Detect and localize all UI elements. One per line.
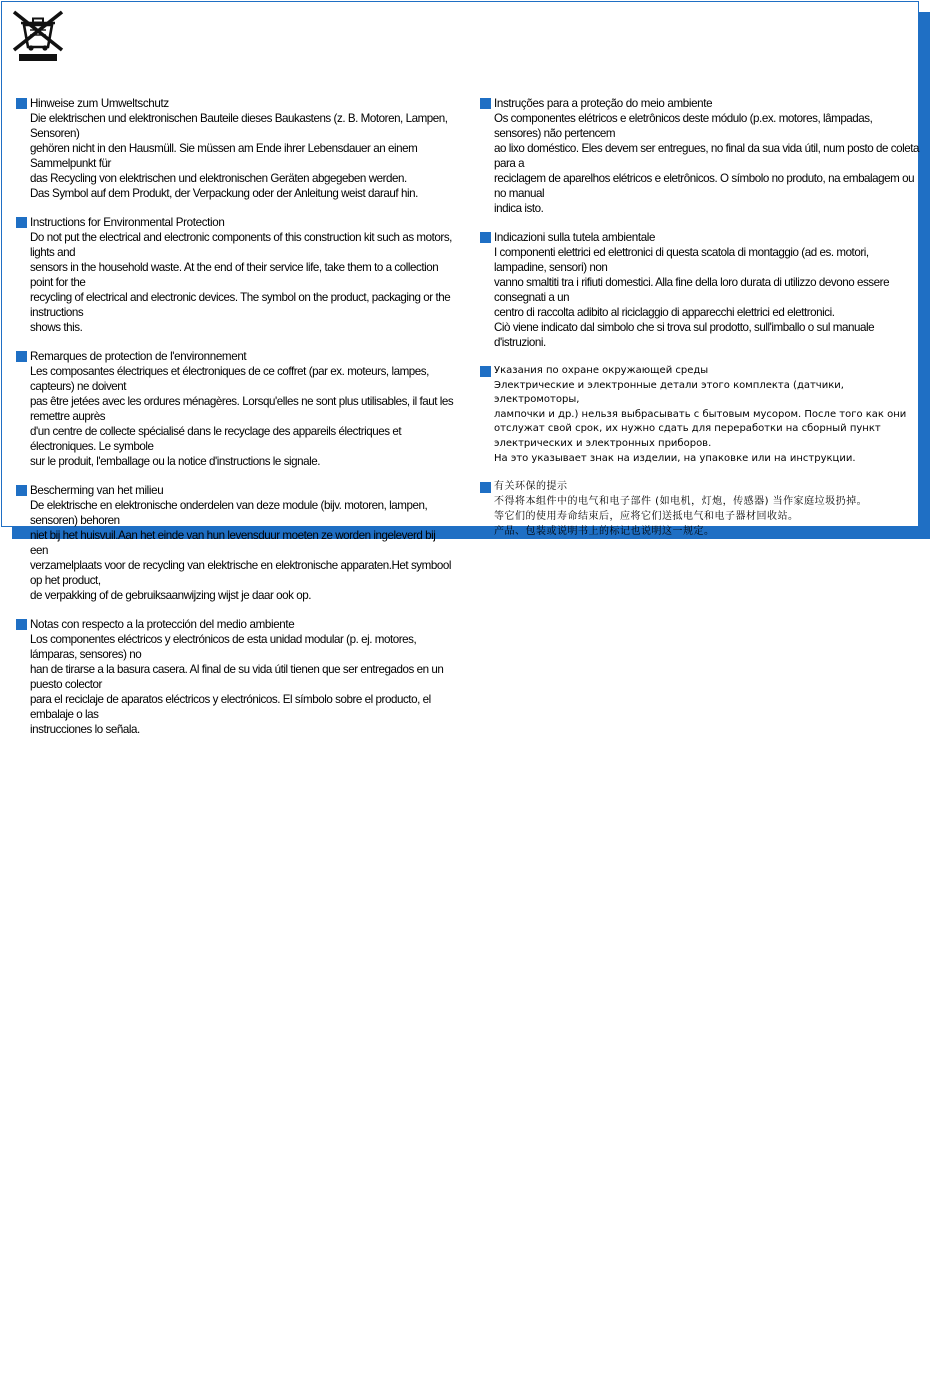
bullet-square xyxy=(16,98,27,109)
notice-chinese xyxy=(480,480,920,539)
section-title: Указания по охране окружающей среды xyxy=(494,365,709,376)
bullet-square xyxy=(480,366,491,377)
notice-english xyxy=(16,215,456,335)
notice-russian xyxy=(480,364,920,466)
section-title: Indicazioni sulla tutela ambientale xyxy=(494,231,656,244)
bullet-square xyxy=(16,619,27,630)
section-text: I componenti elettrici ed elettronici di questa scatola di montaggio (ad es. motori, lampadine, sensori) non vanno smaltiti tra i rifiuti domestici. Alla fine della loro durata di utilizzo devono essere consegnati a un centro di raccolta adibito al riciclaggio di apparecchi elettrici ed elettronici. Ciò viene indicato dal simbolo che si trova sul prodotto, sull'imballo o sul manuale d'istruzioni. xyxy=(494,246,890,349)
bullet-square xyxy=(480,232,491,243)
section-text: Die elektrischen und elektronischen Bauteile dieses Baukastens (z. B. Motoren, Lampen, Sensoren) gehören nicht in den Hausmüll. Sie müssen am Ende ihrer Lebensdauer an einem Sammelpunkt für das Recycling von elektrischen und elektronischen Geräten abgegeben werden. Das Symbol auf dem Produkt, der Verpackung oder der Anleitung weist darauf hin. xyxy=(30,112,448,200)
bullet-square xyxy=(480,482,491,493)
section-title: Remarques de protection de l'environnement xyxy=(30,350,247,363)
section-title: Notas con respecto a la protección del medio ambiente xyxy=(30,618,295,631)
notice-dutch xyxy=(16,483,456,603)
bullet-square xyxy=(16,485,27,496)
section-text: Los componentes eléctricos y electrónicos de esta unidad modular (p. ej. motores, lámparas, sensores) no han de tirarse a la basura casera. Al final de su vida útil tienen que ser entregados en un puesto colector para el reciclaje de aparatos eléctricos y electrónicos. El símbolo sobre el producto, el embalaje o las instrucciones lo señala. xyxy=(30,633,444,736)
environment-notice-card xyxy=(1,1,919,736)
bullet-square xyxy=(16,217,27,228)
bullet-square xyxy=(480,98,491,109)
section-text: De elektrische en elektronische onderdelen van deze module (bijv. motoren, lampen, sensoren) behoren niet bij het huisvuil.Aan het einde van hun levensduur moeten ze worden ingeleverd bij een verzamelplaats voor de recycling van elektrische en elektronische apparaten.Het symbool op het product, de verpakking of de gebruiksaanwijzing wijst je daar ook op. xyxy=(30,499,451,602)
section-text: Os componentes elétricos e eletrônicos deste módulo (p.ex. motores, lâmpadas, sensores) não pertencem ao lixo doméstico. Eles devem ser entregues, no final da sua vida útil, num posto de coleta para a reciclagem de aparelhos elétricos e eletrônicos. O símbolo no produto, na embalagem ou no manual indica isto. xyxy=(494,112,919,215)
section-text: Les composantes électriques et électroniques de ce coffret (par ex. moteurs, lampes, capteurs) ne doivent pas être jetées avec les ordures ménagères. Lorsqu'elles ne sont plus utilisables, il faut les remettre auprès d'un centre de collecte spécialisé dans le recyclage des appareils électriques et électroniques. Le symbole sur le produit, l'emballage ou la notice d'instructions le signale. xyxy=(30,365,454,468)
right-column xyxy=(480,96,920,553)
notice-portuguese xyxy=(480,96,920,216)
section-title: Instructions for Environmental Protection xyxy=(30,216,225,229)
crossed-out-wheelie-bin-icon xyxy=(12,9,64,63)
section-title: Hinweise zum Umweltschutz xyxy=(30,97,169,110)
section-title: Bescherming van het milieu xyxy=(30,484,164,497)
notice-french xyxy=(16,349,456,469)
left-column xyxy=(16,96,456,751)
section-title: 有关环保的提示 xyxy=(494,481,568,493)
notice-spanish xyxy=(16,617,456,737)
bullet-square xyxy=(16,351,27,362)
notice-italian xyxy=(480,230,920,350)
section-text: Электрические и электронные детали этого комплекта (датчики, электромоторы, лампочки и др.) нельзя выбрасывать с бытовым мусором. После того как они отслужат свой срок, их нужно сдать для переработки на сборный пункт электрических и электронных приборов. На это указывает знак на изделии, на упаковке или на инструкции. xyxy=(494,379,907,464)
notice-german xyxy=(16,96,456,201)
section-text: 不得将本组件中的电气和电子部件 (如电机，灯炮，传感器) 当作家庭垃圾扔掉。 等它们的使用寿命结束后，应将它们送抵电气和电子器材回收站。 产品、包装或说明书上的标记也说明这一规定。 xyxy=(494,495,868,537)
section-text: Do not put the electrical and electronic components of this construction kit such as motors, lights and sensors in the household waste. At the end of their service life, take them to a collection point for the recycling of electrical and electronic devices. The symbol on the product, packaging or the instructions shows this. xyxy=(30,231,452,334)
section-title: Instruções para a proteção do meio ambiente xyxy=(494,97,713,110)
